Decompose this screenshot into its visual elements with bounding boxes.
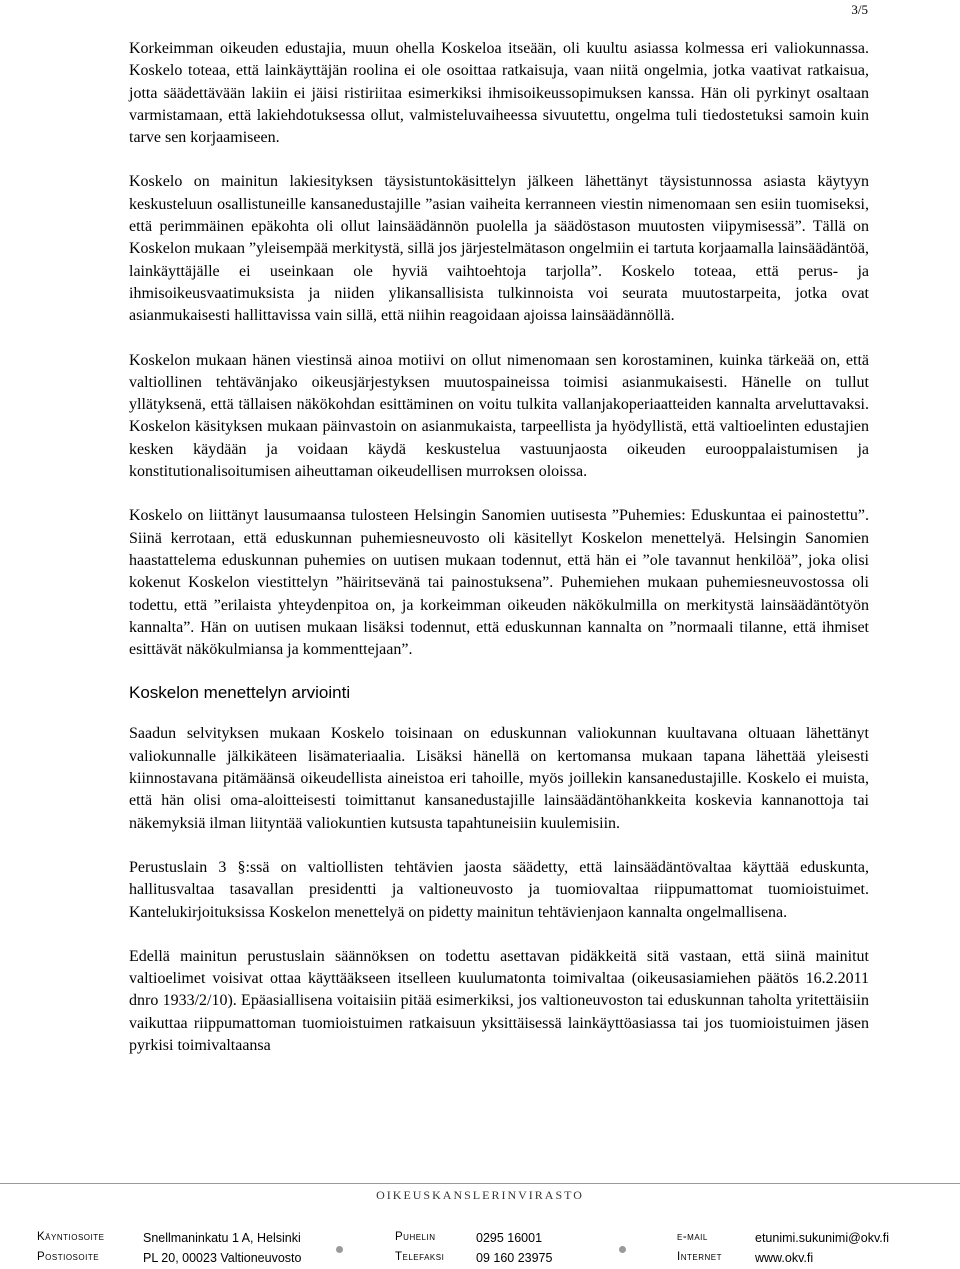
visit-address-value: Snellmaninkatu 1 A, Helsinki [143, 1231, 301, 1245]
footer-row-1 [0, 1231, 960, 1249]
internet-label: Internet [677, 1251, 722, 1263]
paragraph-6: Perustuslain 3 §:ssä on valtiollisten tehtävien jaosta säädetty, että lainsäädäntövaltaa käyttää eduskunta, hallitusvaltaa tasavallan presidentti ja valtioneuvosto ja tuomiovaltaa riippumattomat tuomioistuimet. Kantelukirjoituksissa Koskelon menettelyä on pidetty mainitun tehtävienjaon kannalta ongelmallisena. [129, 858, 869, 921]
document-body [129, 38, 869, 1079]
paragraph-3: Koskelon mukaan hänen viestinsä ainoa motiivi on ollut nimenomaan sen korostaminen, kuinka tärkeää on, että valtiollinen tehtävänjako oikeusjärjestyksen muutospaineissa toimisi asianmukaisesti. Hänelle on tullut yllätyksenä, että tällaisen näkökohdan esittäminen on voitu tulkita vallanjakoperiaatteiden kannalta arveluttavaksi. Koskelon käsityksen mukaan päinvastoin on asianmukaista, tarpeellista ja hyödyllistä, että valtioelinten edustajien kesken käydään ja voidaan käydä keskustelua vastuunjaosta oikeuden eurooppalaistumisen ja konstitutionalisoitumisen aiheuttaman oikeudellisen murroksen oloissa. [129, 351, 869, 481]
fax-label: Telefaksi [395, 1251, 445, 1263]
footer-row-2 [0, 1251, 960, 1269]
section-heading: Koskelon menettelyn arviointi [129, 683, 351, 703]
paragraph-4: Koskelo on liittänyt lausumaansa tulosteen Helsingin Sanomien uutisesta ”Puhemies: Eduskuntaa ei painostettu”. Siinä kerrotaan, että eduskunnan puhemiesneuvosto oli käsitellyt Koskelon menettelyä. Helsingin Sanomien haastattelema eduskunnan puhemies on uutisen mukaan todennut, että hän ei ”ole tavannut henkilöä”, joka olisi kokenut Koskelon viestittelyn ”häiritsevänä tai painostuksena”. Puhemiehen mukaan puhemiesneuvostossa oli todettu, että ”erilaista yhteydenpitoa on, ja korkeimman oikeuden näkökulmilla on merkitystä lainsäädäntötyön kannalta”. Hän on uutisen mukaan lisäksi todennut, että eduskunnan kannalta on ”normaali tilanne, että ihmiset esittävät näkökulmiansa ja kommenttejaan”. [129, 507, 869, 659]
paragraph-1: Korkeimman oikeuden edustajia, muun ohella Koskeloa itseään, oli kuultu asiassa kolmessa eri valiokunnassa. Koskelo toteaa, että lainkäyttäjän roolina ei ole osoittaa ratkaisuja, vaan niitä ongelmia, jotka vaativat ratkaisua, jotta säädettävään lakiin ei jäisi ristiriitaa esimerkiksi ihmisoikeussopimuksen kanssa. Hän oli pyrkinyt osaltaan varmistamaan, että lakiehdotuksessa ollut, valmisteluvaiheessa sivuutettu, ongelma tuli tiedostetuksi samoin kuin tarve sen korjaamiseen. [129, 40, 869, 147]
internet-value[interactable]: www.okv.fi [755, 1251, 814, 1265]
paragraph-2: Koskelo on mainitun lakiesityksen täysistuntokäsittelyn jälkeen lähettänyt täysistunnossa asiasta käytyyn keskusteluun osallistuneille kansanedustajille ”asian vaiheita kerranneen viestin nimenomaan sen esiin tuomiseksi, että perimmäinen epäkohta oli ollut lainsäädännön puolella ja säädöstason muutosten viipymisessä”. Tällä on Koskelon mukaan ”yleisempää merkitystä, sillä jos järjestelmätason ongelmiin ei tartuta korjaamalla lainsäädäntöä, lainkäyttäjälle ei useinkaan ole hyviä vaihtoehtoja tarjolla”. Koskelo toteaa, että perus- ja ihmisoikeusvaatimuksista ja niiden ylikansallisista tulkinnoista voi seurata muutostarpeita, jotka ovat asianmukaisesti hallittavissa vain sillä, että niihin reagoidaan ajoissa lainsäädännöllä. [129, 173, 869, 325]
email-value[interactable]: etunimi.sukunimi@okv.fi [755, 1231, 890, 1245]
fax-value: 09 160 23975 [476, 1251, 553, 1265]
post-address-value: PL 20, 00023 Valtioneuvosto [143, 1251, 302, 1265]
paragraph-7: Edellä mainitun perustuslain säännöksen on todettu asettavan pidäkkeitä sitä vastaan, että siinä mainitut valtioelimet voisivat ottaa käyttääkseen itselleen kuulumatonta toimivaltaa (oikeusasiamiehen päätös 16.2.2011 dnro 1933/2/10). Epäasiallisena voitaisiin pitää esimerkiksi, jos valtioneuvoston tai eduskunnan taholta yritettäisiin vaikuttaa riippumattoman tuomioistuimen ratkaisuun yksittäisessä lainkäyttöasiassa tai jos tuomioistuimen jäsen pyrkisi toimivaltaansa [129, 947, 869, 1054]
footer-bullet-icon [336, 1246, 343, 1253]
phone-value: 0295 16001 [476, 1231, 543, 1245]
paragraph-5: Saadun selvityksen mukaan Koskelo toisinaan on eduskunnan valiokunnan kuultavana oltuaan lähettänyt valiokunnalle jälkikäteen lisämateriaalia. Lisäksi hänellä on kertomansa mukaan tapana lähettää yleisesti kiinnostavana pitämäänsä oikeudellista aineistoa eri tahoille, myös joillekin kansanedustajille. Koskelo ei muista, että hän olisi oma-aloitteisesti toimittanut kansanedustajille lainsäädäntöhankkeita koskevia kannanottoja tai näkemyksiä ilman liityntää valiokuntien kutsusta tapahtuneisiin kuulemisiin. [129, 725, 869, 832]
footer-bullet-icon [619, 1246, 626, 1253]
post-address-label: Postiosoite [37, 1251, 100, 1263]
footer-divider [0, 1183, 960, 1184]
page-number: 3/5 [851, 2, 868, 17]
phone-label: Puhelin [395, 1231, 436, 1243]
visit-address-label: Käyntiosoite [37, 1231, 105, 1243]
footer-logo: OIKEUSKANSLERINVIRASTO [376, 1188, 584, 1202]
email-label: e-mail [677, 1231, 708, 1243]
